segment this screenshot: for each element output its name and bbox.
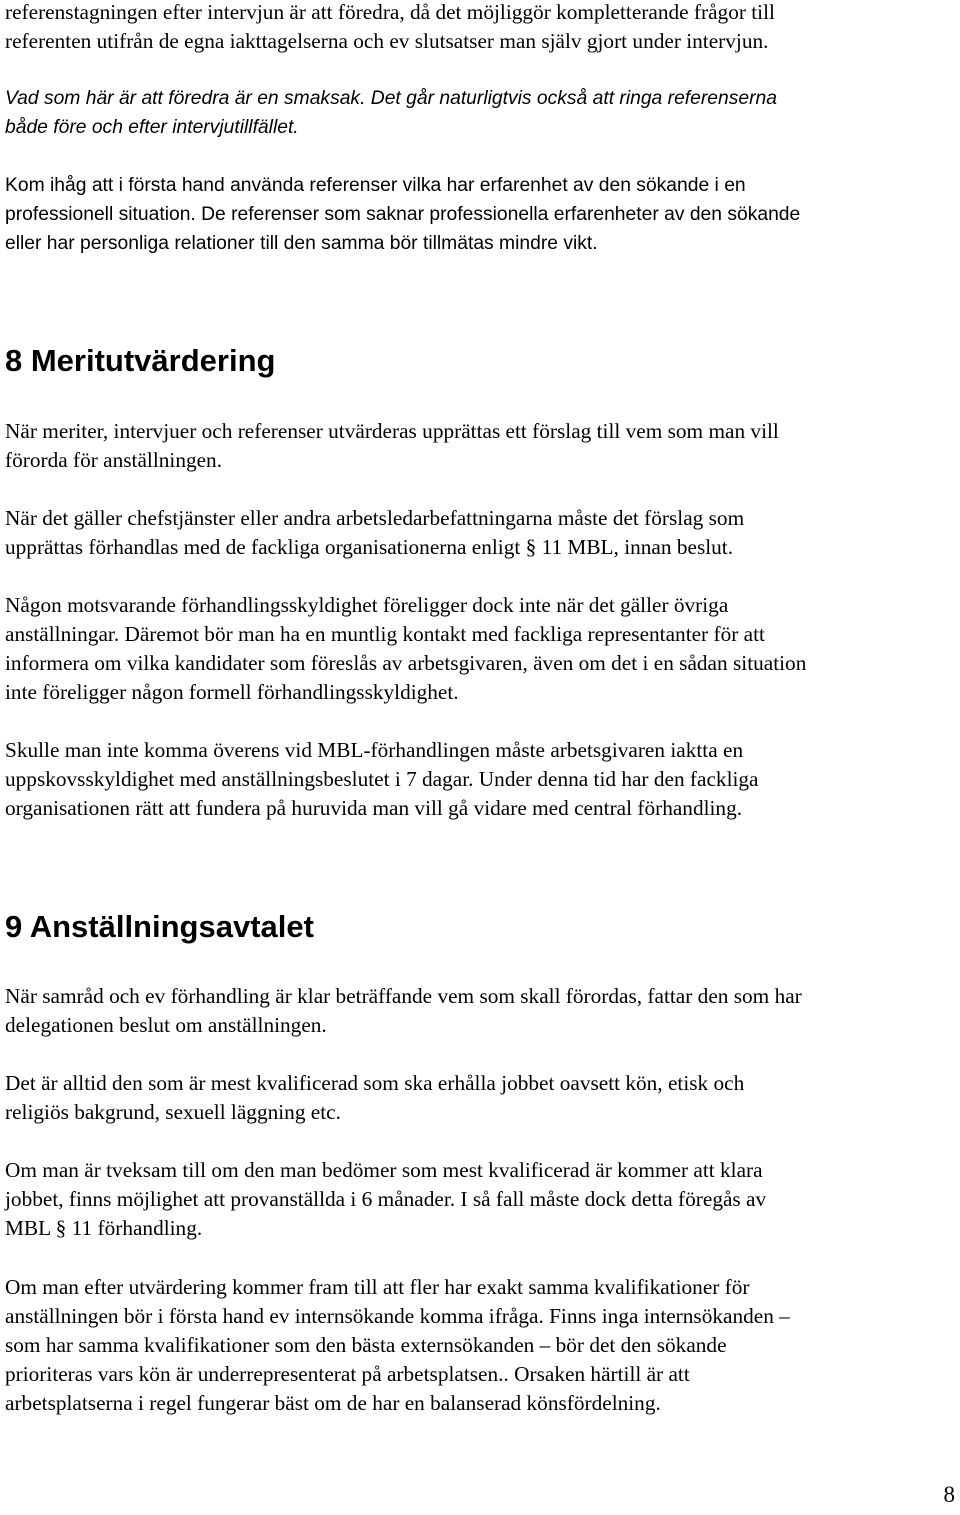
- section-heading-anstallningsavtalet: 9 Anställningsavtalet: [5, 909, 314, 944]
- section-heading-meritutvardering: 8 Meritutvärdering: [5, 343, 276, 378]
- paragraph-mbl-negotiation: När det gäller chefstjänster eller andra arbetsledarbefattningarna måste det förslag som upprättas förhandlas med de fackliga organisationerna enligt § 11 MBL, innan beslut.: [5, 506, 745, 559]
- paragraph-deferral-duty: Skulle man inte komma överens vid MBL-förhandlingen måste arbetsgivaren iaktta en uppskovsskyldighet med anställningsbeslutet i 7 dagar. Under denna tid har den fackliga organisationen rätt att fundera på huruvida man vill gå vidare med central förhandling.: [5, 738, 759, 820]
- paragraph-hiring-decision: När samråd och ev förhandling är klar beträffande vem som skall förordas, fattar den som har delegationen beslut om anställningen.: [5, 984, 802, 1037]
- page-number: 8: [943, 1482, 955, 1507]
- paragraph-preference: Vad som här är att föredra är en smaksak. Det går naturligtvis också att ringa referenserna både före och efter intervjutillfället.: [5, 88, 777, 138]
- paragraph-most-qualified: Det är alltid den som är mest kvalificerad som ska erhålla jobbet oavsett kön, etisk och religiös bakgrund, sexuell läggning etc.: [5, 1071, 745, 1124]
- paragraph-probation: Om man är tveksam till om den man bedömer som mest kvalificerad är kommer att klara jobbet, finns möjlighet att provanställda i 6 månader. I så fall måste dock detta föregås av MBL § 11 förhandling.: [5, 1158, 767, 1240]
- paragraph-reference-priority: Kom ihåg att i första hand använda referenser vilka har erfarenhet av den sökande i en professionell situation. De referenser som saknar professionella erfarenheter av den sökande eller har personliga relationer till den samma bör tillmätas mindre vikt.: [5, 175, 801, 254]
- paragraph-evaluation-proposal: När meriter, intervjuer och referenser utvärderas upprättas ett förslag till vem som man vill förorda för anställningen.: [5, 419, 779, 472]
- paragraph-equal-qualifications: Om man efter utvärdering kommer fram till att fler har exakt samma kvalifikationer för anställningen bör i första hand ev internsökande komma ifråga. Finns inga internsökanden – som har samma kvalifikationer som den bästa externsökanden – bör det den sökande prioriteras vars kön är underrepresenterat på arbetsplatsen.. Orsaken härtill är att arbetsplatserna i regel fungerar bäst om de har en balanserad könsfördelning.: [5, 1275, 790, 1415]
- paragraph-negotiation-duty: Någon motsvarande förhandlingsskyldighet föreligger dock inte när det gäller övriga anställningar. Däremot bör man ha en muntlig kontakt med fackliga representanter för att informera om vilka kandidater som föreslås av arbetsgivaren, även om det i en sådan situation inte föreligger någon formell förhandlingsskyldighet.: [5, 593, 807, 704]
- paragraph-reference-timing: referenstagningen efter intervjun är att föredra, då det möjliggör kompletterande frågor till referenten utifrån de egna iakttagelserna och ev slutsatser man själv gjort under intervjun.: [5, 0, 775, 53]
